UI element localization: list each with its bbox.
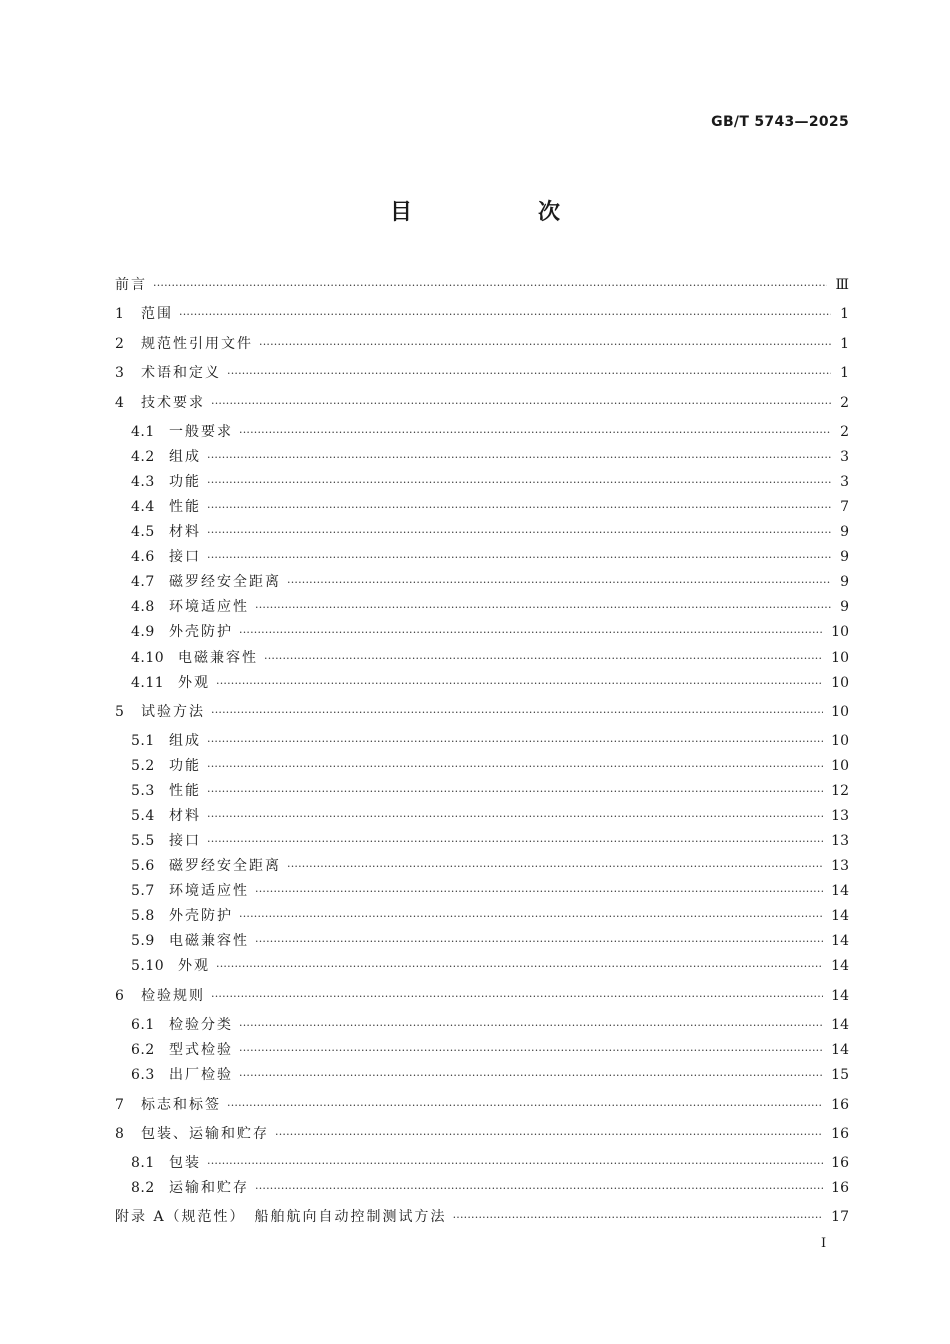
toc-entry-page: 16 [831,1180,849,1196]
dot-leader [227,1094,823,1118]
toc-entry-page: 10 [831,733,849,749]
dot-leader [239,1064,823,1088]
toc-entry-label: 外观 [178,675,210,691]
toc-entry[interactable] [115,1122,849,1146]
toc-entry-label: 范围 [141,306,173,322]
toc-entry-number: 5.1 [131,733,155,749]
toc-entry-label: 组成 [169,449,201,465]
toc-entry-page: 3 [840,449,849,465]
dot-leader [259,333,831,357]
toc-entry[interactable] [131,954,849,978]
toc-entry-page: 1 [840,306,849,322]
toc-entry-number: 5.9 [131,933,155,949]
toc-entry[interactable] [131,1013,849,1037]
dot-leader [216,955,823,979]
toc-entry-number: 2 [115,336,125,352]
toc-entry-label: 技术要求 [141,395,205,411]
toc-entry-page: 16 [831,1155,849,1171]
dot-leader [207,1152,823,1176]
toc-entry-number: 4.2 [131,449,155,465]
toc-entry[interactable] [131,854,849,878]
toc-entry-label: 功能 [169,758,201,774]
toc-entry-number: 8.1 [131,1155,155,1171]
toc-entry-number: 4 [115,395,125,411]
toc-entry-page: 7 [840,499,849,515]
toc-entry-number: 7 [115,1097,125,1113]
dot-leader [453,1206,824,1230]
toc-entry-page: 2 [840,424,849,440]
dot-leader [227,362,831,386]
toc-entry-label: 出厂检验 [169,1067,233,1083]
toc-entry[interactable] [131,620,849,644]
dot-leader [239,421,831,445]
toc-entry[interactable] [115,332,849,356]
toc-entry-page: 14 [831,958,849,974]
toc-entry-number: 8 [115,1126,125,1142]
toc-entry-number: 5.10 [131,958,165,974]
toc-entry-page: 13 [831,808,849,824]
toc-entry-number: 4.9 [131,624,155,640]
toc-entry[interactable] [131,646,849,670]
dot-leader [179,303,831,327]
toc-entry[interactable] [131,1151,849,1175]
dot-leader [211,701,823,725]
dot-leader [207,830,823,854]
toc-entry[interactable] [131,779,849,803]
toc-entry[interactable] [131,729,849,753]
toc-entry-page: 16 [831,1097,849,1113]
dot-leader [207,730,823,754]
toc-entry-number: 6.3 [131,1067,155,1083]
toc-entry[interactable] [131,904,849,928]
toc-entry-number: 5.7 [131,883,155,899]
toc-entry-number: 4.6 [131,549,155,565]
toc-entry-label: 术语和定义 [141,365,221,381]
toc-entry-label: 外壳防护 [169,624,233,640]
toc-entry-number: 5.6 [131,858,155,874]
toc-entry-label: 试验方法 [141,704,205,720]
dot-leader [255,1177,823,1201]
toc-entry-label: 规范性引用文件 [141,336,253,352]
dot-leader [207,496,831,520]
toc-entry[interactable] [131,671,849,695]
dot-leader [207,546,831,570]
toc-entry[interactable] [131,1038,849,1062]
toc-entry-page: 14 [831,883,849,899]
toc-entry-page: 10 [831,675,849,691]
toc-entry-page: 16 [831,1126,849,1142]
dot-leader [207,446,831,470]
dot-leader [287,571,831,595]
dot-leader [211,392,831,416]
toc-entry-page: 14 [831,933,849,949]
toc-entry-page: 2 [840,395,849,411]
toc-entry-number: 4.1 [131,424,155,440]
dot-leader [287,855,823,879]
page-number: I [821,1236,827,1251]
toc-entry-number: 5.2 [131,758,155,774]
toc-entry[interactable] [131,1176,849,1200]
toc-entry-label: 前言 [115,277,147,293]
dot-leader [275,1123,823,1147]
toc-entry[interactable] [131,595,849,619]
dot-leader [207,471,831,495]
dot-leader [239,905,823,929]
toc-entry[interactable] [131,545,849,569]
toc-entry-label: 接口 [169,549,201,565]
dot-leader [211,985,823,1009]
toc-entry-number: 4.7 [131,574,155,590]
toc-entry-page: 9 [840,549,849,565]
toc-entry-number: 5.3 [131,783,155,799]
toc-entry-page: 12 [831,783,849,799]
toc-entry-label: 电磁兼容性 [169,933,249,949]
toc-entry-label: 附录 A（规范性） 船舶航向自动控制测试方法 [115,1209,447,1225]
toc-entry[interactable] [115,273,849,297]
toc-entry-number: 4.5 [131,524,155,540]
toc-entry[interactable] [131,754,849,778]
toc-entry[interactable] [131,570,849,594]
dot-leader [216,672,823,696]
toc-entry-label: 包装、运输和贮存 [141,1126,269,1142]
toc-entry[interactable] [115,1205,849,1229]
toc-entry-label: 功能 [169,474,201,490]
dot-leader [239,621,823,645]
toc-entry-page: 13 [831,833,849,849]
dot-leader [255,880,823,904]
dot-leader [207,780,823,804]
toc-entry-page: 10 [831,758,849,774]
document-code: GB/T 5743—2025 [711,114,849,130]
toc-entry-number: 6.2 [131,1042,155,1058]
toc-entry-page: 10 [831,624,849,640]
toc-entry-page: 9 [840,524,849,540]
toc-entry-number: 4.3 [131,474,155,490]
toc-entry-page: 10 [831,650,849,666]
toc-entry[interactable] [131,445,849,469]
toc-entry-number: 6.1 [131,1017,155,1033]
toc-entry[interactable] [131,1063,849,1087]
toc-entry-page: 14 [831,988,849,1004]
toc-entry-label: 型式检验 [169,1042,233,1058]
dot-leader [255,596,831,620]
toc-entry-label: 组成 [169,733,201,749]
toc-entry-label: 一般要求 [169,424,233,440]
toc-entry-label: 标志和标签 [141,1097,221,1113]
toc-entry-number: 3 [115,365,125,381]
toc-entry[interactable] [115,361,849,385]
toc-entry[interactable] [131,879,849,903]
toc-entry-page: 14 [831,1042,849,1058]
dot-leader [153,274,827,298]
toc-entry[interactable] [115,700,849,724]
toc-entry[interactable] [131,829,849,853]
toc-entry-label: 材料 [169,808,201,824]
dot-leader [239,1039,823,1063]
toc-entry-label: 检验规则 [141,988,205,1004]
toc-entry-page: 9 [840,574,849,590]
dot-leader [239,1014,823,1038]
toc-entry-label: 包装 [169,1155,201,1171]
toc-entry-label: 电磁兼容性 [178,650,258,666]
toc-entry-label: 运输和贮存 [169,1180,249,1196]
toc-entry-label: 性能 [169,783,201,799]
toc-entry[interactable] [131,929,849,953]
page-title: 目 次 [389,200,612,225]
toc-entry-page: 17 [831,1209,849,1225]
toc-entry[interactable] [131,420,849,444]
toc-entry[interactable] [115,302,849,326]
toc-entry-page: 9 [840,599,849,615]
toc-entry-page: 1 [840,336,849,352]
dot-leader [207,805,823,829]
toc-entry-number: 1 [115,306,125,322]
toc-entry-label: 性能 [169,499,201,515]
toc-entry-page: Ⅲ [835,277,849,293]
toc-entry-number: 4.4 [131,499,155,515]
toc-entry-number: 8.2 [131,1180,155,1196]
toc-entry-label: 磁罗经安全距离 [169,858,281,874]
toc-entry-number: 4.11 [131,675,165,691]
toc-entry-label: 环境适应性 [169,599,249,615]
toc-entry-label: 材料 [169,524,201,540]
toc-entry[interactable] [131,470,849,494]
toc-entry-number: 4.10 [131,650,165,666]
toc-entry-number: 5.5 [131,833,155,849]
toc-entry-page: 14 [831,908,849,924]
toc-entry-page: 14 [831,1017,849,1033]
toc-entry-page: 10 [831,704,849,720]
toc-entry[interactable] [115,391,849,415]
toc-entry-label: 外观 [178,958,210,974]
toc-entry-label: 接口 [169,833,201,849]
toc-entry-number: 5.4 [131,808,155,824]
toc-entry-label: 外壳防护 [169,908,233,924]
toc-entry-page: 3 [840,474,849,490]
toc-entry[interactable] [115,984,849,1008]
toc-entry[interactable] [131,495,849,519]
dot-leader [255,930,823,954]
toc-entry-number: 5 [115,704,125,720]
toc-entry-page: 13 [831,858,849,874]
dot-leader [264,647,823,671]
toc-entry[interactable] [131,520,849,544]
toc-entry-page: 15 [831,1067,849,1083]
toc-entry[interactable] [115,1093,849,1117]
toc-entry-number: 4.8 [131,599,155,615]
toc-entry-page: 1 [840,365,849,381]
toc-entry-number: 6 [115,988,125,1004]
toc-entry-label: 环境适应性 [169,883,249,899]
toc-entry-label: 检验分类 [169,1017,233,1033]
toc-entry-label: 磁罗经安全距离 [169,574,281,590]
toc-entry-number: 5.8 [131,908,155,924]
toc-entry[interactable] [131,804,849,828]
dot-leader [207,521,831,545]
dot-leader [207,755,823,779]
